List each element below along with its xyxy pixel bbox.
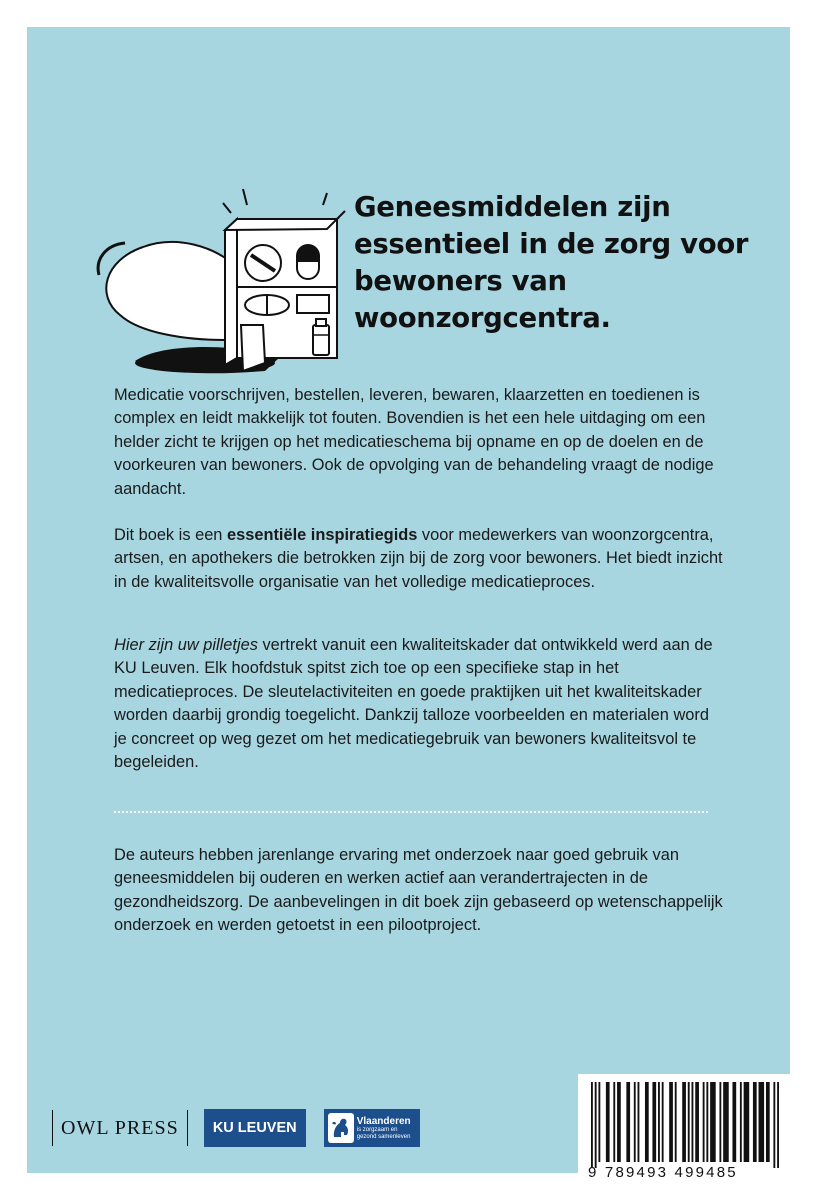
- emphasis-text: essentiële inspiratiegids: [226, 526, 418, 544]
- headline: Geneesmiddelen zijn essentieel in de zorg voor bewoners van woonzorgcentra.: [354, 191, 749, 334]
- barcode-bar: [613, 1082, 615, 1162]
- barcode-bar: [606, 1082, 610, 1162]
- flanders-title: Vlaanderen: [356, 1115, 411, 1127]
- logo-strip: [52, 1104, 420, 1152]
- barcode-bar: [759, 1082, 765, 1162]
- barcode-bar: [753, 1082, 757, 1162]
- barcode-bar: [645, 1082, 649, 1162]
- framework-paragraph: [114, 634, 724, 774]
- barcode-bar: [688, 1082, 690, 1162]
- guide-paragraph: [114, 524, 724, 594]
- barcode-bar: [703, 1082, 705, 1162]
- isbn-number: 9 789493 499485: [588, 1164, 738, 1181]
- dotted-divider: [114, 811, 708, 813]
- barcode-bar: [744, 1082, 750, 1162]
- barcode-bar: [634, 1082, 636, 1162]
- barcode-bar: [598, 1082, 600, 1162]
- flanders-subtitle: gezond samenleven: [356, 1133, 411, 1140]
- medicine-cabinet-icon: [65, 175, 355, 390]
- barcode-bar: [658, 1082, 660, 1162]
- barcode-bar: [706, 1082, 708, 1162]
- ku-leuven-logo: KU LEUVEN: [204, 1109, 306, 1147]
- isbn-barcode: [578, 1074, 791, 1193]
- owl-press-logo: OWL PRESS: [52, 1110, 188, 1146]
- flanders-subtitle: is zorgzaam en: [356, 1126, 398, 1133]
- text-run: voor medewerkers van woonzorgcentra, artsen, en apothekers die betrokken zijn bij de zorg voor bewoners. Het biedt inzicht in de kwaliteitsvolle organisatie van het volledige medicatieproces.: [114, 526, 723, 591]
- paragraph-text: [114, 524, 724, 594]
- text-run: Dit boek is een: [114, 526, 227, 544]
- barcode-bar: [669, 1082, 673, 1162]
- barcode-bar: [617, 1082, 621, 1162]
- barcode-bar: [591, 1082, 593, 1168]
- barcode-bar: [740, 1082, 742, 1162]
- barcode-bar: [695, 1082, 699, 1162]
- barcode-bar: [626, 1082, 630, 1162]
- text-run: vertrekt vanuit een kwaliteitskader dat ontwikkeld werd aan de KU Leuven. Elk hoofdstuk spitst zich toe op een specifieke stap in het medicatieproces. De sleutelactiviteiten en goede praktijken uit het kwaliteitskader worden daarbij grondig toegelicht. Dankzij talloze voorbeelden en materialen word je concreet op weg gezet om het medicatiegebruik van bewoners kwaliteitsvol te begeleiden.: [114, 636, 713, 772]
- paragraph-text: Medicatie voorschrijven, bestellen, leveren, bewaren, klaarzetten en toedienen is complex en leidt makkelijk tot fouten. Bovendien is het een hele uitdaging om een helder zicht te krijgen op het medicatieschema bij opname en op de doelen en de voorkeuren van bewoners. Ook de opvolging van de behandeling vraagt de nodige aandacht.: [114, 386, 714, 498]
- barcode-bar: [766, 1082, 770, 1162]
- barcode-bar: [773, 1082, 775, 1168]
- barcode-bar: [710, 1082, 716, 1162]
- book-title-text: Hier zijn uw pilletjes: [114, 636, 258, 654]
- barcode-bar: [662, 1082, 664, 1162]
- barcode-bar: [777, 1082, 779, 1168]
- paragraph-text: De auteurs hebben jarenlange ervaring met onderzoek naar goed gebruik van geneesmiddelen bij ouderen en werken actief aan verandertrajecten in de gezondheidszorg. De aanbevelingen in dit boek zijn gebaseerd op wetenschappelijk onderzoek en werden getoetst in een pilootproject.: [114, 846, 723, 935]
- barcode-bar: [682, 1082, 686, 1162]
- paragraph-text: [114, 634, 724, 774]
- barcode-bar: [719, 1082, 721, 1162]
- intro-paragraph: [114, 384, 724, 501]
- barcode-bar: [675, 1082, 677, 1162]
- barcode-bar: [723, 1082, 729, 1162]
- flanders-lion-icon: [328, 1113, 354, 1143]
- barcode-bar: [692, 1082, 694, 1162]
- barcode-bars: [590, 1082, 780, 1170]
- back-cover: [27, 27, 790, 1181]
- vlaanderen-logo: [324, 1109, 420, 1147]
- barcode-bar: [732, 1082, 736, 1162]
- barcode-bar: [652, 1082, 656, 1162]
- barcode-bar: [638, 1082, 640, 1162]
- authors-paragraph: [114, 844, 724, 938]
- barcode-bar: [595, 1082, 597, 1168]
